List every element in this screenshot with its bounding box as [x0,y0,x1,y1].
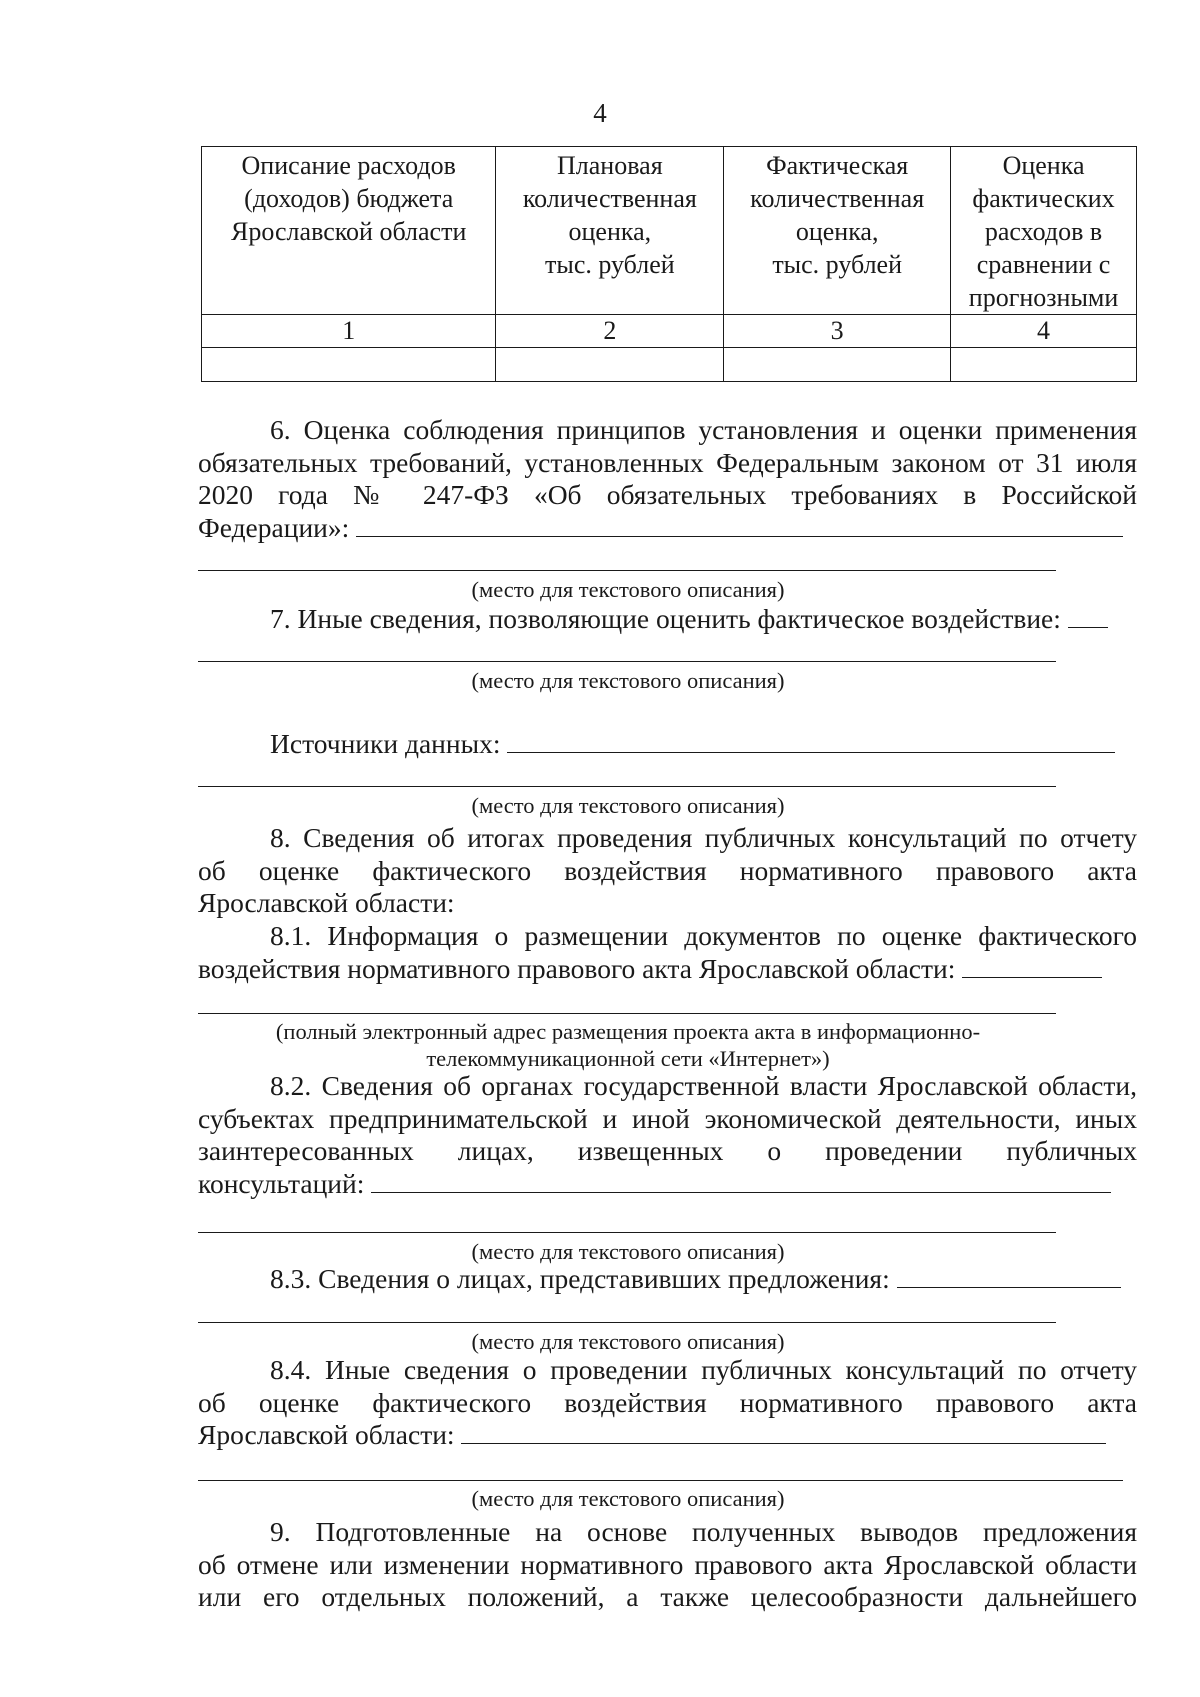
text-description-caption: (место для текстового описания) [471,577,785,602]
fill-in-line [507,728,1115,753]
url-caption: (полный электронный адрес размещения проекта акта в информационно- телекоммуникационной сети «Интернет») [275,1019,981,1071]
text-description-caption: (место для текстового описания) [471,668,785,693]
fill-in-line [198,1480,1123,1481]
header-cell-description: Описание расходов (доходов) бюджета Ярославской области [202,147,496,315]
table-cell [724,348,951,382]
table-header-row [202,147,1137,315]
fill-in-line [461,1419,1106,1444]
section-7-line: 7. Иные сведения, позволяющие оценить фактическое воздействие: [198,603,1200,636]
text-description-caption: (место для текстового описания) [471,793,785,818]
page-number: 4 [593,98,607,128]
table-cell: 2 [496,315,724,348]
fill-in-line [897,1263,1121,1288]
header-cell-actual: Фактическая количественная оценка, тыс. рублей [724,147,951,315]
text-description-caption: (место для текстового описания) [471,1329,785,1354]
header-cell-planned: Плановая количественная оценка, тыс. рублей [496,147,724,315]
header-cell-comparison: Оценка фактических расходов в сравнении с прогнозными [951,147,1137,315]
section-9-paragraph: 9. Подготовленные на основе полученных выводов предложения об отмене или изменении нормативного правового акта Ярославской области или его отдельных положений, а также целесообразности дальнейшего [198,1516,1137,1612]
fill-in-line [198,661,1056,662]
table-cell [951,348,1137,382]
fill-in-line [198,570,1056,571]
fill-in-line [198,786,1056,787]
data-sources-line: Источники данных: [198,728,1200,761]
section-8-paragraph: 8. Сведения об итогах проведения публичных консультаций по отчету об оценке фактического воздействия нормативного правового акта Ярославской области: [198,822,1137,918]
fill-in-line [198,1013,1056,1014]
section-8-4-paragraph: 8.4. Иные сведения о проведении публичных консультаций по отчету об оценке фактического воздействия нормативного правового акта Ярославской области: [198,1354,1137,1450]
fill-in-line [1068,603,1108,628]
table-cell: 3 [724,315,951,348]
table-cell [496,348,724,382]
table-empty-row [202,348,1137,382]
fill-in-line [198,1322,1056,1323]
section-8-1-paragraph: 8.1. Информация о размещении документов по оценке фактического воздействия нормативного правового акта Ярославской области: [198,920,1137,984]
section-8-2-paragraph: 8.2. Сведения об органах государственной власти Ярославской области, субъектах предпринимательской и иной экономической деятельности, иных заинтересованных лицах, извещенных о проведении публичных консультаций: [198,1070,1137,1199]
text-description-caption: (место для текстового описания) [471,1486,785,1511]
fill-in-line [356,512,1123,537]
table-numbering-row [202,315,1137,348]
table-cell [202,348,496,382]
text-description-caption: (место для текстового описания) [471,1239,785,1264]
table-cell: 4 [951,315,1137,348]
expenses-table [201,146,1137,382]
fill-in-line [371,1168,1111,1193]
section-8-3-line: 8.3. Сведения о лицах, представивших предложения: [198,1263,1200,1296]
fill-in-line [198,1232,1056,1233]
section-6-paragraph: 6. Оценка соблюдения принципов установления и оценки применения обязательных требований, установленных Федеральным законом от 31 июля 2020 года № 247-ФЗ «Об обязательных требованиях в Российской Федерации»: [198,414,1137,543]
fill-in-line [962,953,1102,978]
table-cell: 1 [202,315,496,348]
